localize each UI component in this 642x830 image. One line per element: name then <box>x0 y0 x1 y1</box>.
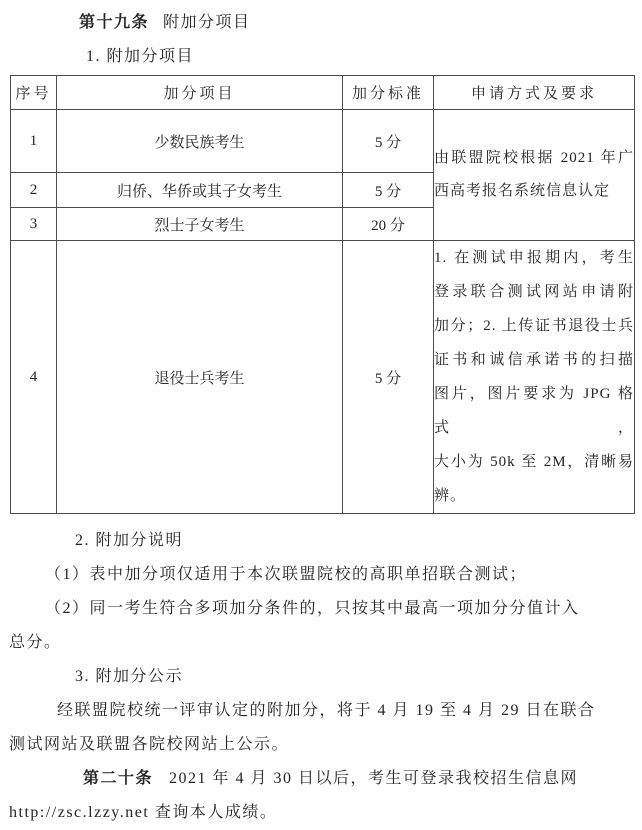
row4-no: 4 <box>11 241 57 514</box>
col-header-method: 申请方式及要求 <box>434 76 635 110</box>
notes-section <box>9 524 642 830</box>
row4-requirement-cell <box>434 241 635 514</box>
col-header-score: 加分标准 <box>343 76 434 110</box>
score-query-url-line: http://zsc.lzzy.net 查询本人成绩。 <box>9 804 278 821</box>
note-line: （2）同一考生符合多项加分条件的，只按其中最高一项加分分值计入 <box>45 600 580 617</box>
section-item-1: 1. 附加分项目 <box>86 48 195 65</box>
article-20-line <box>9 762 642 796</box>
row4-item: 退役士兵考生 <box>57 241 343 514</box>
row4-note-line: 证书和诚信承诺书的扫描 <box>434 352 634 368</box>
article-19-heading <box>9 12 642 34</box>
article-19-label: 第十九条 <box>79 14 150 31</box>
note-line: 总分。 <box>9 634 62 651</box>
merged-note-line: 由联盟院校根据 2021 年广 <box>434 150 634 166</box>
row4-note-line: 加分；2. 上传证书退役士兵 <box>434 318 634 334</box>
note-line: （1）表中加分项仅适用于本次联盟院校的高职单招联合测试； <box>45 566 528 583</box>
note-line: 3. 附加分公示 <box>75 668 184 685</box>
merged-requirement-cell <box>434 110 635 241</box>
row4-note-line: 图片，图片要求为 JPG 格式， <box>434 386 634 436</box>
row2-score: 5 分 <box>343 173 434 208</box>
row3-no: 3 <box>11 208 57 241</box>
col-header-item: 加分项目 <box>57 76 343 110</box>
merged-note-line: 西高考报名系统信息认定 <box>434 183 611 199</box>
row1-item: 少数民族考生 <box>57 110 343 173</box>
article-20-label: 第二十条 <box>83 770 154 787</box>
row4-note-line: 1. 在测试申报期内，考生 <box>434 250 634 266</box>
row1-score: 5 分 <box>343 110 434 173</box>
row3-score: 20 分 <box>343 208 434 241</box>
note-line: 经联盟院校统一评审认定的附加分，将于 4 月 19 至 4 月 29 日在联合 <box>57 702 596 719</box>
note-line: 测试网站及联盟各院校网站上公示。 <box>9 736 290 753</box>
row3-item: 烈士子女考生 <box>57 208 343 241</box>
note-line: 2. 附加分说明 <box>75 532 184 549</box>
row2-no: 2 <box>11 173 57 208</box>
article-20-text: 2021 年 4 月 30 日以后，考生可登录我校招生信息网 <box>169 770 579 787</box>
row2-item: 归侨、华侨或其子女考生 <box>57 173 343 208</box>
article-19-title: 附加分项目 <box>163 14 251 31</box>
row4-note-line: 登录联合测试网站申请附 <box>434 284 634 300</box>
table-header-row <box>11 76 635 110</box>
table-row <box>11 241 635 514</box>
row4-note-line: 辨。 <box>434 488 467 504</box>
bonus-points-table <box>10 75 635 514</box>
row4-score: 5 分 <box>343 241 434 514</box>
col-header-no: 序号 <box>11 76 57 110</box>
row1-no: 1 <box>11 110 57 173</box>
row4-note-line: 大小为 50k 至 2M，清晰易 <box>434 454 634 470</box>
table-row <box>11 110 635 173</box>
